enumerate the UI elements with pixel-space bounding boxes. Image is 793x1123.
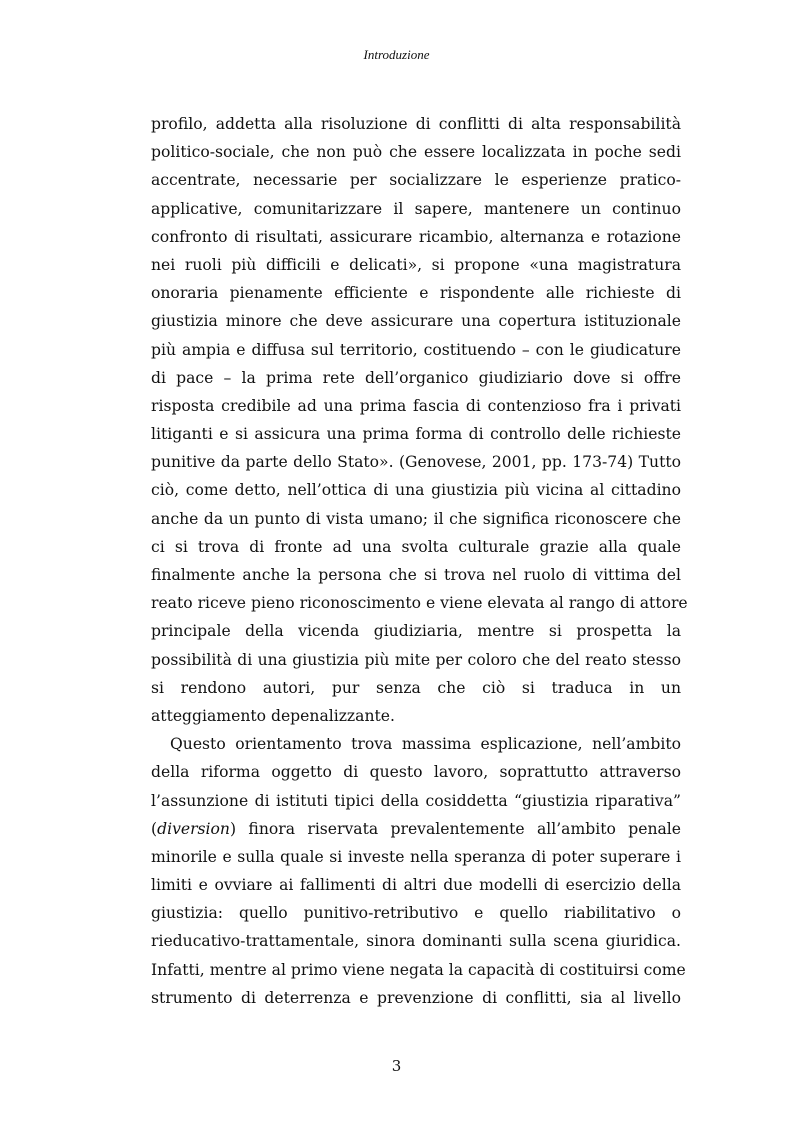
text-line-rest: ) finora riservata prevalentemente all’ambito penale: [229, 819, 681, 838]
text-line: atteggiamento depenalizzante.: [151, 706, 395, 725]
text-line: litiganti e si assicura una prima forma di controllo delle richieste: [151, 425, 681, 444]
text-line: si rendono autori, pur senza che ciò si traduca in un: [151, 678, 681, 697]
text-line: ci si trova di fronte ad una svolta culturale grazie alla quale: [151, 537, 681, 556]
text-line: giustizia: quello punitivo-retributivo e quello riabilitativo o: [151, 904, 681, 923]
text-line: accentrate, necessarie per socializzare le esperienze pratico-: [151, 171, 681, 190]
text-line: confronto di risultati, assicurare ricambio, alternanza e rotazione: [151, 227, 681, 246]
text-line: principale della vicenda giudiziaria, mentre si prospetta la: [151, 622, 681, 641]
text-line: strumento di deterrenza e prevenzione di conflitti, sia al livello: [151, 988, 681, 1007]
text-line: politico-sociale, che non può che essere localizzata in poche sedi: [151, 143, 681, 162]
running-header: Introduzione: [363, 47, 430, 62]
text-line: onoraria pienamente efficiente e rispondente alle richieste di: [151, 284, 681, 303]
text-line: di pace – la prima rete dell’organico giudiziario dove si offre: [151, 368, 681, 387]
text-line: minorile e sulla quale si investe nella speranza di poter superare i: [151, 847, 681, 866]
text-line: limiti e ovviare ai fallimenti di altri due modelli di esercizio della: [151, 876, 681, 895]
text-line: Infatti, mentre al primo viene negata la capacità di costituirsi come: [151, 960, 686, 979]
text-line: rieducativo-trattamentale, sinora dominanti sulla scena giuridica.: [151, 932, 681, 951]
text-line: Questo orientamento trova massima esplicazione, nell’ambito: [170, 735, 681, 754]
text-line: più ampia e diffusa sul territorio, costituendo – con le giudicature: [151, 340, 681, 359]
body-text: [151, 110, 688, 1012]
text-line: profilo, addetta alla risoluzione di conflitti di alta responsabilità: [151, 115, 681, 133]
text-line: applicative, comunitarizzare il sapere, mantenere un continuo: [151, 199, 681, 218]
italic-term: diversion: [157, 819, 230, 838]
text-line: giustizia minore che deve assicurare una copertura istituzionale: [151, 312, 681, 331]
paren-open: (: [151, 819, 158, 838]
text-line: ciò, come detto, nell’ottica di una giustizia più vicina al cittadino: [151, 481, 681, 500]
text-line: possibilità di una giustizia più mite per coloro che del reato stesso: [151, 650, 681, 669]
text-line: punitive da parte dello Stato». (Genovese, 2001, pp. 173-74) Tutto: [151, 453, 681, 472]
text-line: finalmente anche la persona che si trova nel ruolo di vittima del: [151, 566, 681, 584]
text-line: risposta credibile ad una prima fascia di contenzioso fra i privati: [151, 396, 681, 415]
page-number: 3: [391, 1057, 402, 1075]
text-line: [151, 815, 681, 843]
text-line: l’assunzione di istituti tipici della cosiddetta “giustizia riparativa”: [151, 791, 681, 810]
text-line: della riforma oggetto di questo lavoro, soprattutto attraverso: [151, 763, 681, 782]
text-line: anche da un punto di vista umano; il che significa riconoscere che: [151, 509, 681, 528]
text-line: reato riceve pieno riconoscimento e viene elevata al rango di attore: [151, 594, 688, 613]
text-line: nei ruoli più difficili e delicati», si propone «una magistratura: [151, 255, 681, 274]
